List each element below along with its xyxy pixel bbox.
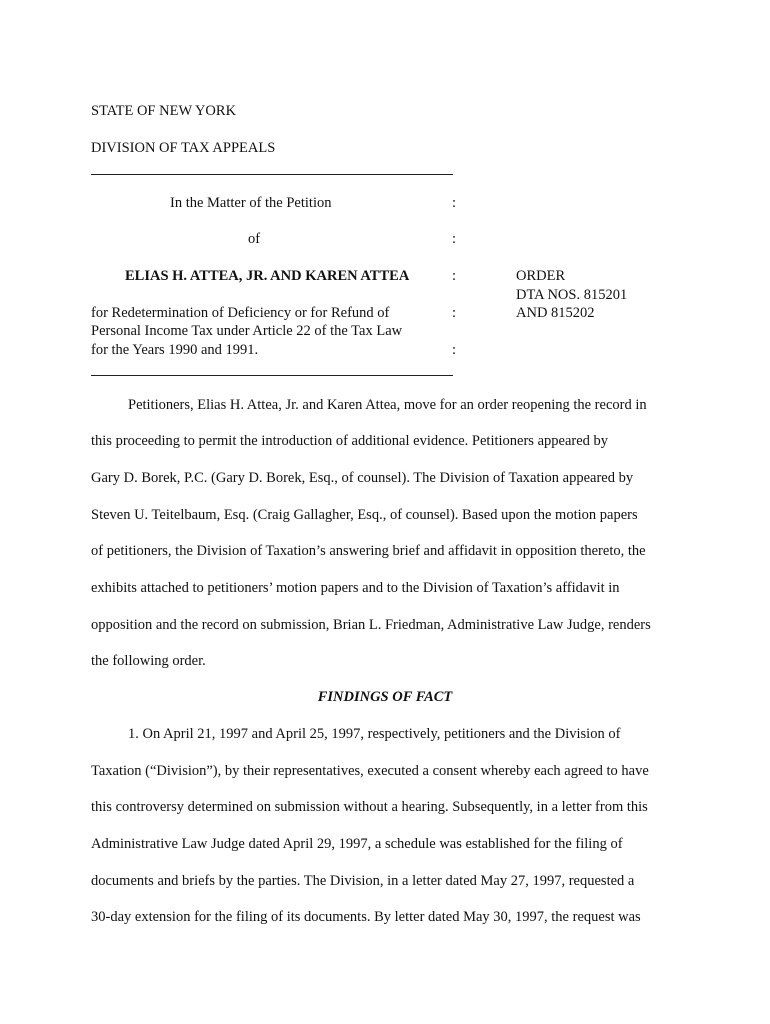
in-the-matter-line: In the Matter of the Petition	[170, 195, 332, 211]
caption-colon: :	[452, 342, 457, 358]
caption-colon: :	[452, 268, 457, 284]
of-line: of	[248, 231, 261, 247]
intro-line: Petitioners, Elias H. Attea, Jr. and Karen Attea, move for an order reopening the record in	[128, 397, 647, 413]
finding-line: Administrative Law Judge dated April 29, 1997, a schedule was established for the filing of	[91, 836, 623, 852]
petitioner-names: ELIAS H. ATTEA, JR. AND KAREN ATTEA	[125, 268, 410, 284]
division-header: DIVISION OF TAX APPEALS	[91, 140, 276, 156]
intro-line: Steven U. Teitelbaum, Esq. (Craig Gallagher, Esq., of counsel). Based upon the motion papers	[91, 507, 638, 523]
order-label: ORDER	[516, 268, 566, 284]
finding-line: documents and briefs by the parties. The Division, in a letter dated May 27, 1997, requested a	[91, 873, 635, 889]
intro-line: of petitioners, the Division of Taxation’s answering brief and affidavit in opposition thereto, the	[91, 543, 646, 559]
intro-line: this proceeding to permit the introduction of additional evidence. Petitioners appeared by	[91, 433, 609, 449]
intro-line: exhibits attached to petitioners’ motion papers and to the Division of Taxation’s affidavit in	[91, 580, 620, 596]
dta-numbers-line2: AND 815202	[516, 305, 595, 321]
purpose-line: for Redetermination of Deficiency or for Refund of	[91, 305, 390, 321]
caption-top-rule	[91, 174, 453, 175]
finding-line: Taxation (“Division”), by their representatives, executed a consent whereby each agreed to have	[91, 763, 649, 779]
caption-bottom-rule	[91, 375, 453, 376]
caption-colon: :	[452, 305, 457, 321]
finding-line: this controversy determined on submission without a hearing. Subsequently, in a letter from this	[91, 799, 648, 815]
intro-line: the following order.	[91, 653, 206, 669]
caption-colon: :	[452, 231, 457, 247]
caption-colon: :	[452, 195, 457, 211]
finding-line: 1. On April 21, 1997 and April 25, 1997, respectively, petitioners and the Division of	[128, 726, 621, 742]
intro-line: opposition and the record on submission, Brian L. Friedman, Administrative Law Judge, renders	[91, 617, 651, 633]
findings-heading: FINDINGS OF FACT	[317, 689, 453, 705]
intro-line: Gary D. Borek, P.C. (Gary D. Borek, Esq., of counsel). The Division of Taxation appeared by	[91, 470, 634, 486]
finding-line: 30-day extension for the filing of its documents. By letter dated May 30, 1997, the request was	[91, 909, 641, 925]
state-header: STATE OF NEW YORK	[91, 103, 237, 119]
dta-numbers-line1: DTA NOS. 815201	[516, 287, 628, 303]
purpose-line: Personal Income Tax under Article 22 of the Tax Law	[91, 323, 403, 339]
purpose-line: for the Years 1990 and 1991.	[91, 342, 259, 358]
